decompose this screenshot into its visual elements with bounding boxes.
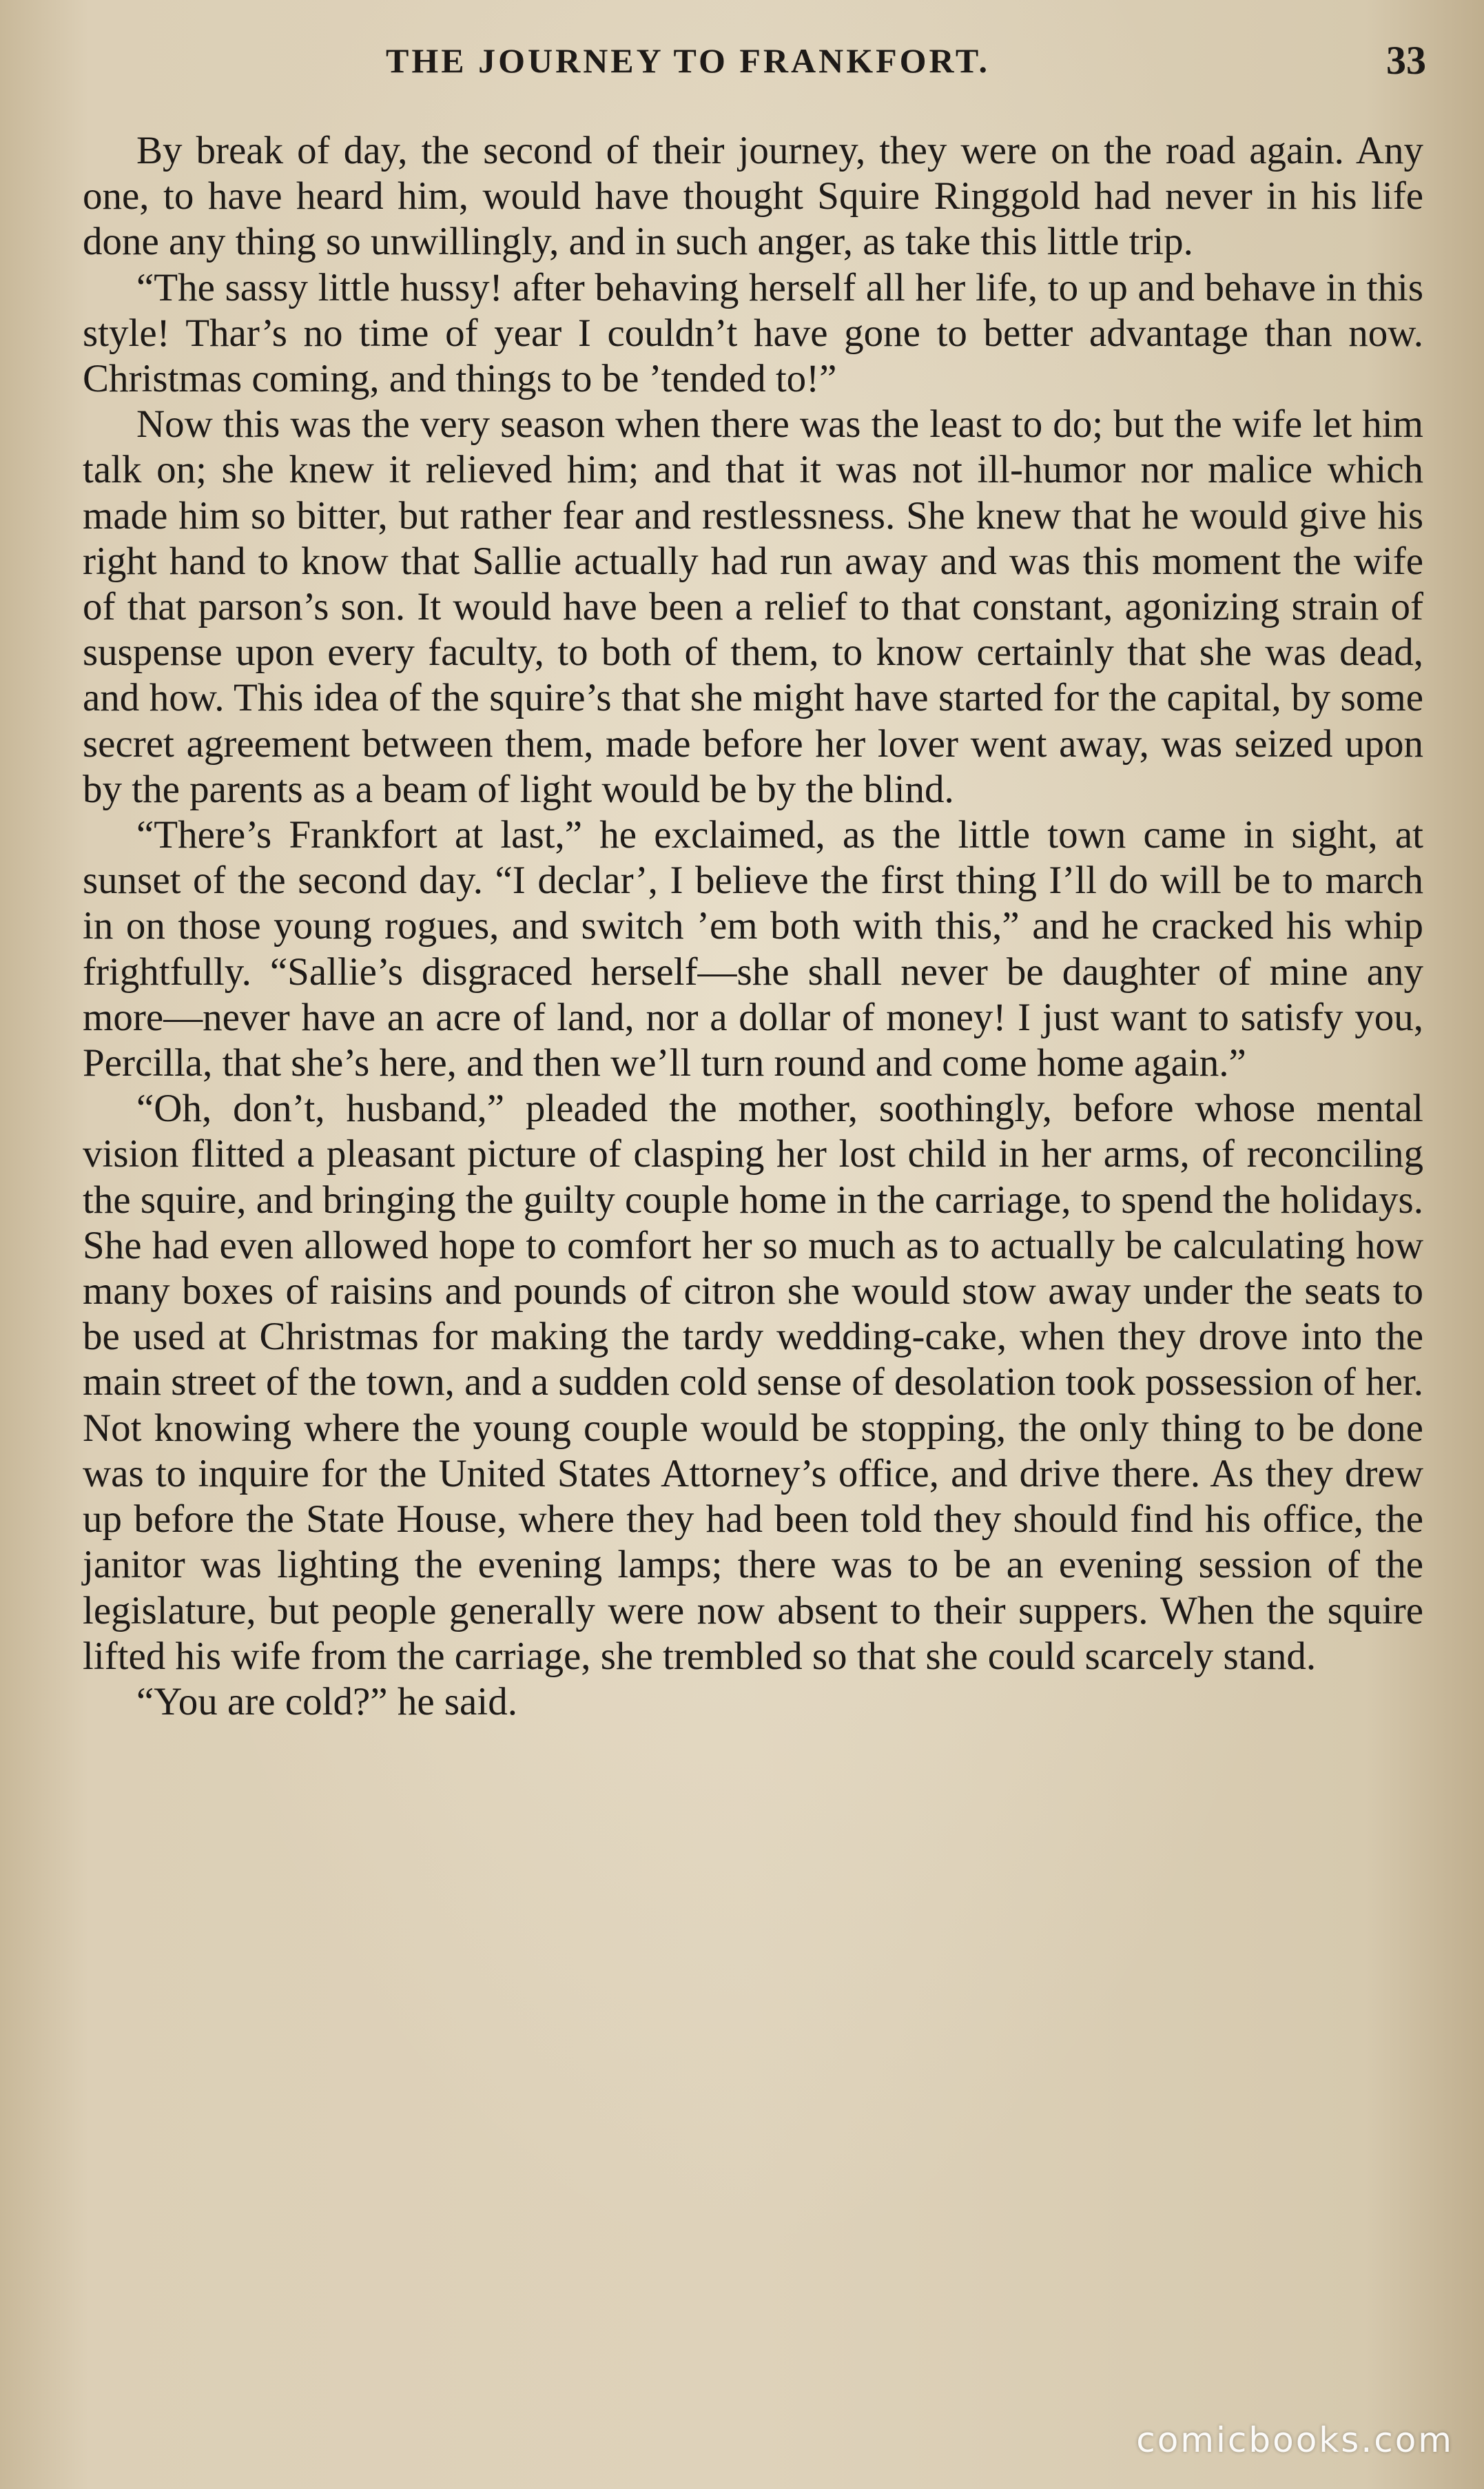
paragraph-6: “You are cold?” he said.	[136, 1679, 517, 1723]
paragraph-3: Now this was the very season when there was the least to do; but the wife let him talk on; she knew it relieved him; and that it was not ill-humor nor malice which made him so bitter, but rather fear and restlessness. She knew that he would give his right hand to know that Sallie actually had run away and was this moment the wife of that parson’s son. It would have been a relief to that constant, agonizing strain of suspense upon every faculty, to both of them, to know certainly that she was dead, and how. This idea of the squire’s that she might have started for the capital, by some secret agreement between them, made before her lover went away, was seized upon by the parents as a beam of light would be by the blind.	[83, 402, 1423, 811]
running-title: THE JOURNEY TO FRANKFORT.	[386, 41, 991, 80]
paragraph-5: “Oh, don’t, husband,” pleaded the mother, soothingly, before whose mental vision flitted a pleasant picture of clasping her lost child in her arms, of reconciling the squire, and bringing the guilty couple home in the carriage, to spend the holidays. She had even allowed hope to comfort her so much as to actually be calculating how many boxes of raisins and pounds of citron she would stow away under the seats to be used at Christmas for making the tardy wedding-cake, when they drove into the main street of the town, and a sudden cold sense of desolation took possession of her. Not knowing where the young couple would be stopping, the only thing to be done was to inquire for the United States Attorney’s office, and drive there. As they drew up before the State House, where they had been told they should find his office, the janitor was lighting the evening lamps; there was to be an evening session of the legislature, but people generally were now absent to their suppers. When the squire lifted his wife from the carriage, she trembled so that she could scarcely stand.	[83, 1087, 1423, 1678]
page-number: 33	[1386, 38, 1426, 83]
body-text	[83, 128, 1423, 1725]
paragraph-1: By break of day, the second of their journey, they were on the road again. Any one, to have heard him, would have thought Squire Ringgold had never in his life done any thing so unwillingly, and in such anger, as take this little trip.	[83, 129, 1423, 264]
paragraph-4: “There’s Frankfort at last,” he exclaimed, as the little town came in sight, at sunset of the second day. “I declar’, I believe the first thing I’ll do will be to march in on those young rogues, and switch ’em both with this,” and he cracked his whip frightfully. “Sallie’s disgraced herself—she shall never be daughter of mine any more—never have an acre of land, nor a dollar of money! I just want to satisfy you, Percilla, that she’s here, and then we’ll turn round and come home again.”	[83, 813, 1423, 1085]
paragraph-2: “The sassy little hussy! after behaving herself all her life, to up and behave in this style! Thar’s no time of year I couldn’t have gone to better advantage than now. Christmas coming, and things to be ’tended to!”	[83, 265, 1423, 401]
watermark: comicbooks.com	[1136, 2420, 1454, 2460]
page-header	[96, 36, 1433, 91]
